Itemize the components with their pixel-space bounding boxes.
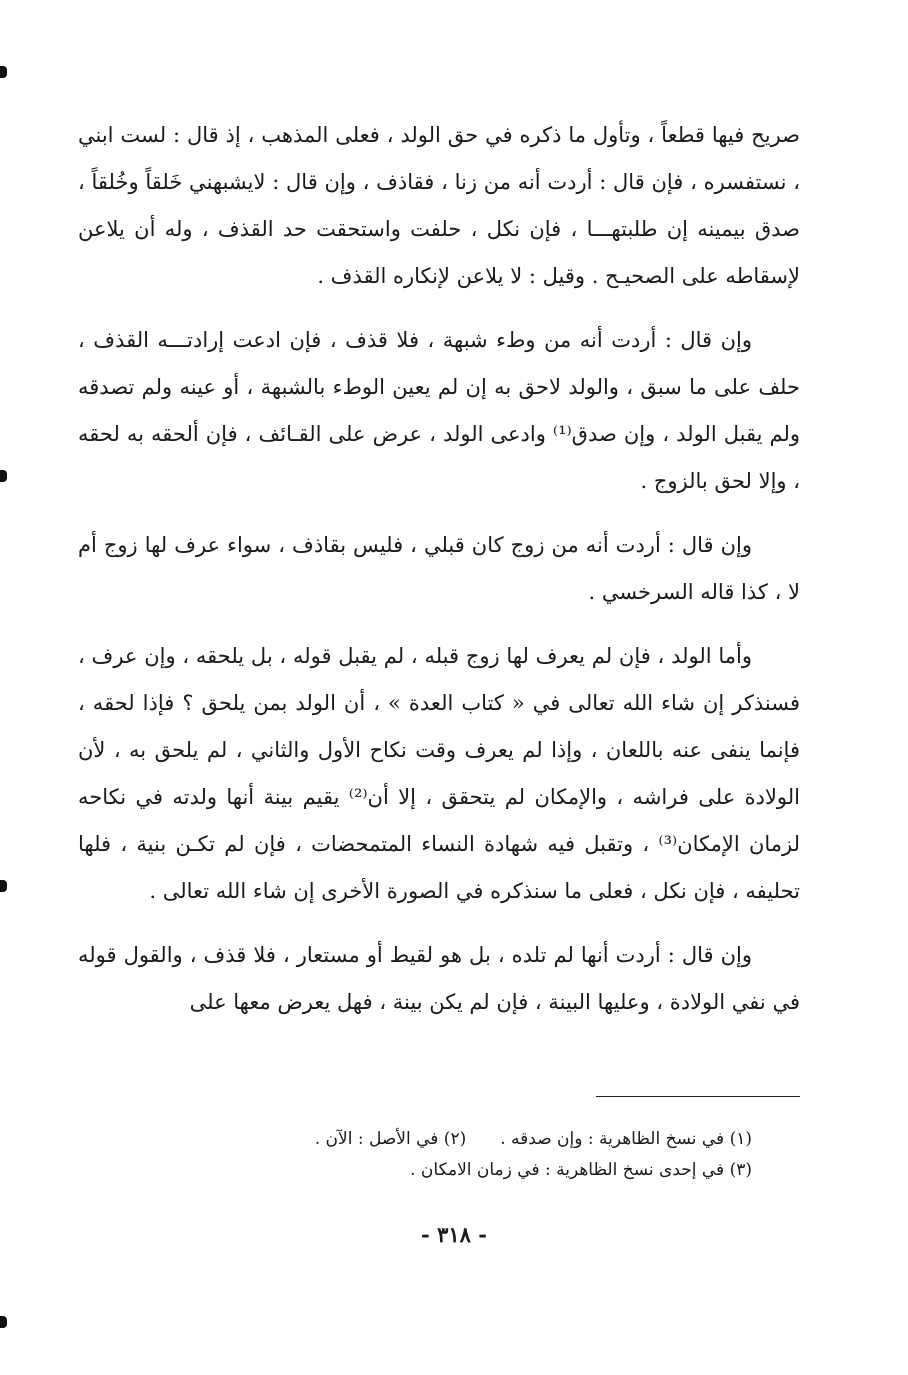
margin-mark: [0, 880, 7, 892]
margin-mark: [0, 66, 7, 78]
footnote-divider: [596, 1096, 800, 1097]
footnote-line-2: [160, 1155, 752, 1186]
paragraph-5: وإن قال : أردت أنها لم تلده ، بل هو لقيط أو مستعار ، فلا قذف ، والقول قوله في نفي الولادة ، وعليها البينة ، فإن لم يكن بينة ، فهل يعرض معها على: [78, 943, 800, 1014]
footnote-1: (١) في نسخ الظاهرية : وإن صدقه .: [500, 1129, 752, 1149]
page-number: - ٣١٨ -: [421, 1222, 487, 1247]
paragraph-3: وإن قال : أردت أنه من زوج كان قبلي ، فليس بقاذف ، سواء عرف لها زوج أم لا ، كذا قاله السرخسي .: [78, 533, 800, 604]
margin-mark: [0, 1316, 7, 1328]
footnote-3: (٣) في إحدى نسخ الظاهرية : في زمان الامكان .: [410, 1160, 752, 1180]
footnote-line-1: [160, 1124, 752, 1155]
paragraph-4: وأما الولد ، فإن لم يعرف لها زوج قبله ، لم يقبل قوله ، بل يلحقه ، وإن عرف ، فسنذكر إن شاء الله تعالى في « كتاب العدة » ، أن الولد بمن يلحق ؟ فإذا لحقه ، فإنما ينفى عنه باللعان ، وإذا لم يعرف وقت نكاح الأول والثاني ، لم يلحق به ، لأن الولادة على فراشه ، والإمكان لم يتحقق ، إلا أن⁽²⁾ يقيم بينة أنها ولدته في نكاحه لزمان الإمكان⁽³⁾ ، وتقبل فيه شهادة النساء المتمحضات ، فإن لم تكـن بنية ، فلها تحليفه ، فإن نكل ، فعلى ما سنذكره في الصورة الأخرى إن شاء الله تعالى .: [78, 644, 800, 903]
margin-mark: [0, 470, 7, 482]
footnotes: [160, 1124, 752, 1186]
main-text: [78, 112, 800, 1043]
paragraph-2: وإن قال : أردت أنه من وطء شبهة ، فلا قذف ، فإن ادعت إرادتـــه القذف ، حلف على ما سبق ، والولد لاحق به إن لم يعين الوطء بالشبهة ، أو عينه ولم تصدقه ولم يقبل الولد ، وإن صدق⁽¹⁾ وادعى الولد ، عرض على القـائف ، فإن ألحقه به لحقه ، وإلا لحق بالزوج .: [78, 328, 800, 493]
paragraph-1: صريح فيها قطعاً ، وتأول ما ذكره في حق الولد ، فعلى المذهب ، إذ قال : لست ابني ، نستفسره ، فإن قال : أردت أنه من زنا ، فقاذف ، وإن قال : لايشبهني خَلقاً وخُلقاً ، صدق بيمينه إن طلبتهـــا ، فإن نكل ، حلفت واستحقت حد القذف ، وله أن يلاعن لإسقاطه على الصحيـح . وقيل : لا يلاعن لإنكاره القذف .: [78, 123, 800, 288]
footnote-2: (٢) في الأصل : الآن .: [314, 1129, 467, 1149]
